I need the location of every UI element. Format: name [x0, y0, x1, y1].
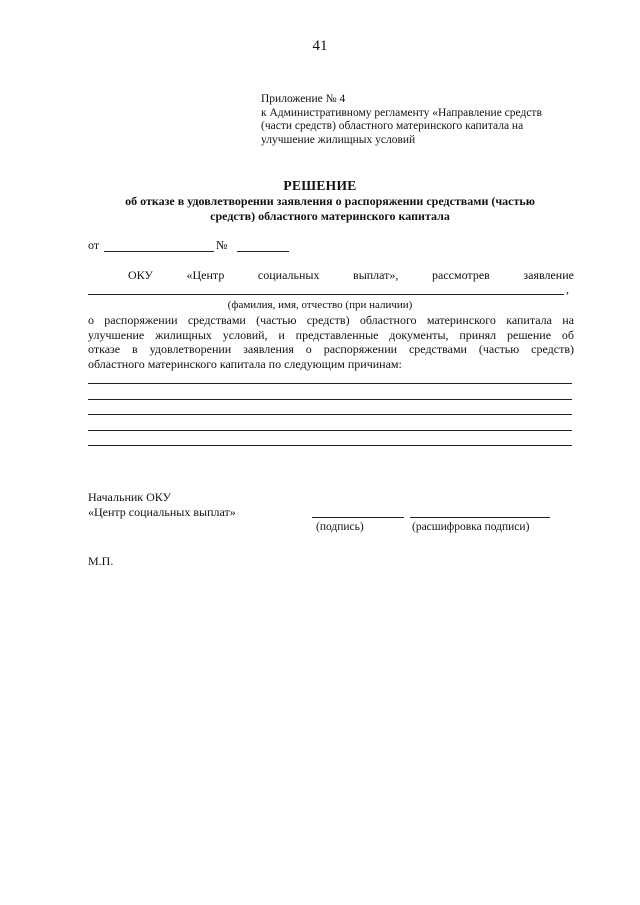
paragraph-line-4: областного материнского капитала по следующим причинам: [88, 356, 402, 371]
intro-word-6: заявление [523, 268, 574, 282]
reason-line[interactable] [88, 430, 572, 431]
signature-caption: (подпись) [316, 521, 364, 533]
applicant-name-field[interactable] [88, 294, 564, 295]
intro-word-5: рассмотрев [432, 268, 490, 282]
subtitle-line-2: средств) областного материнского капитала [210, 209, 450, 223]
number-field[interactable] [237, 251, 289, 252]
signature-decoding-field[interactable] [410, 517, 550, 518]
from-label: от [88, 238, 100, 252]
appendix-line-1: Приложение № 4 [261, 93, 346, 105]
position-line-1: Начальник ОКУ [88, 490, 172, 504]
paragraph-line-2: улучшение жилищных условий, и представленные документы, принял решение об [88, 327, 574, 342]
decision-paragraph [88, 313, 574, 371]
reason-line[interactable] [88, 399, 572, 400]
intro-row [128, 268, 574, 283]
page-number: 41 [312, 38, 328, 54]
document-title: РЕШЕНИЕ [283, 178, 357, 193]
paragraph-line-1: о распоряжении средствами (частью средств) областного материнского капитала на [88, 313, 574, 327]
position-line-2: «Центр социальных выплат» [88, 505, 236, 519]
signature-field[interactable] [312, 517, 404, 518]
reason-line[interactable] [88, 383, 572, 384]
paragraph-line-3: отказе в удовлетворении заявления о распоряжении средствами (частью средств) [88, 342, 574, 356]
reason-line[interactable] [88, 414, 572, 415]
subtitle-line-1: об отказе в удовлетворении заявления о распоряжении средствами (частью [125, 194, 535, 208]
date-field[interactable] [104, 251, 214, 252]
intro-word-3: социальных [257, 268, 320, 282]
appendix-line-4: улучшение жилищных условий [261, 133, 416, 146]
document-subtitle [90, 194, 570, 224]
number-label: № [216, 238, 228, 252]
reason-line[interactable] [88, 445, 572, 446]
signature-position [88, 490, 236, 520]
appendix-line-2: к Административному регламенту «Направление средств [261, 106, 542, 119]
appendix-note [261, 93, 542, 147]
name-line-comma: , [566, 282, 569, 296]
decoding-caption: (расшифровка подписи) [412, 521, 530, 533]
intro-word-1: ОКУ [128, 268, 153, 282]
appendix-line-3: (части средств) областного материнского капитала на [261, 120, 524, 132]
name-hint: (фамилия, имя, отчество (при наличии) [227, 299, 413, 311]
stamp-label: М.П. [88, 554, 114, 568]
intro-word-2: «Центр [186, 268, 225, 282]
intro-word-4: выплат», [353, 268, 399, 282]
